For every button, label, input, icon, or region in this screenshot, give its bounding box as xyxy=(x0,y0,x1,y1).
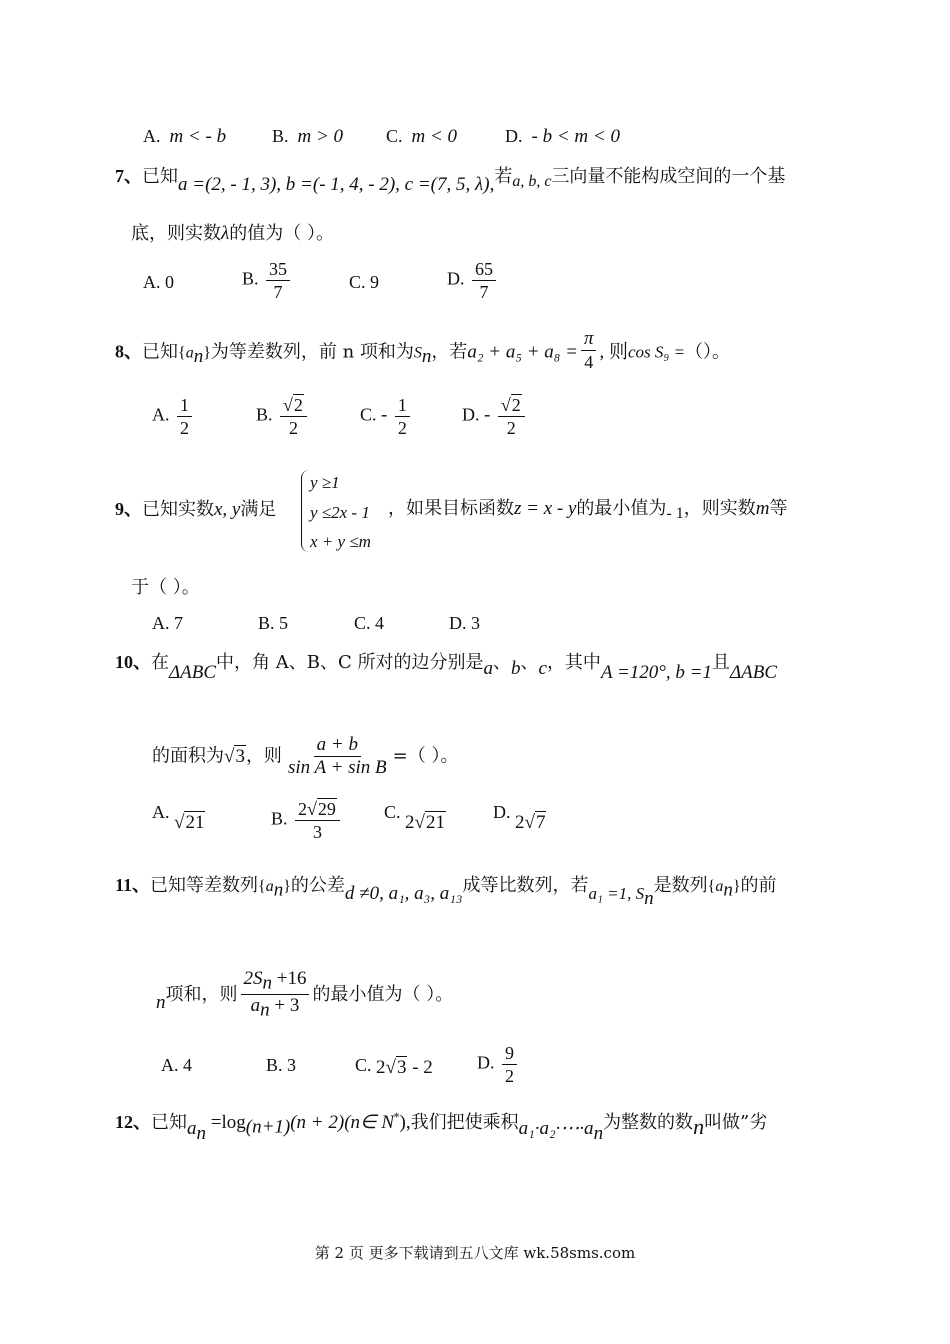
variable-n: n xyxy=(156,991,166,1013)
q10-option-b: B. $\frac{2√29}{3}$ xyxy=(271,798,343,843)
q8-option-d: D. - $\frac{√2}{2}$ xyxy=(462,394,528,439)
question-text: 中，角 A、B、C 所对的边分别是 xyxy=(216,652,484,673)
q7-option-c xyxy=(349,270,379,294)
option-text: A. 4 xyxy=(161,1055,192,1075)
fraction-numerator: 35 xyxy=(266,258,290,281)
product-expression: a₁·a₂·⋯·a xyxy=(518,1118,594,1139)
question-number: 10、 xyxy=(115,652,151,672)
q7-option-d xyxy=(447,258,499,303)
fraction-denominator: 2 xyxy=(505,1066,514,1086)
question-number: 12、 xyxy=(115,1112,151,1132)
given-condition: d ≠0, a₁, a₃, a₁₃ xyxy=(344,883,463,904)
objective-function: z = x - y xyxy=(514,498,577,519)
question-text: ，若 xyxy=(431,341,468,363)
question-text: =（ ）。 xyxy=(392,745,459,767)
question-8-line-1: 8、已知$\{a_n\}$为等差数列，前 n 项和为$S_n$，若a₂ + a₅ + a₈ = $\frac{\pi}{4}$ , 则cos S₉ =（）。 xyxy=(115,328,731,372)
question-text: 的公差 xyxy=(290,875,345,896)
option-math: m < 0 xyxy=(411,126,458,147)
cos-expression: cos S₉ = xyxy=(628,342,686,362)
radicand: 3 xyxy=(396,1057,407,1078)
fraction-numerator: 1 xyxy=(177,394,192,417)
option-math: m < - b xyxy=(169,126,227,147)
log-base: (n+1) xyxy=(245,1116,291,1138)
fraction-numerator: 9 xyxy=(502,1042,517,1065)
question-text: , 则 xyxy=(599,341,628,363)
subscript: n xyxy=(196,1122,206,1144)
negative-sign: - xyxy=(381,404,388,426)
subscript: n xyxy=(421,346,432,368)
subscript: n xyxy=(262,972,272,994)
option-math: m > 0 xyxy=(297,126,344,147)
fraction-denominator: 2 xyxy=(506,418,516,438)
question-text: 满足 xyxy=(240,499,277,520)
option-text: C. 4 xyxy=(354,613,385,633)
coefficient: 2 xyxy=(405,812,415,833)
given-condition: a₁ =1, S xyxy=(588,884,645,903)
fraction-denominator: 2 xyxy=(288,418,298,438)
option-label: B. xyxy=(271,808,288,829)
radicand: 29 xyxy=(317,799,336,819)
q8-option-a xyxy=(152,394,195,439)
subscript: n xyxy=(273,879,284,901)
option-label: A. xyxy=(152,404,170,425)
coefficient: 2 xyxy=(298,799,308,819)
question-text: 我们把使乘积 xyxy=(410,1112,519,1133)
vector-definition: a =(2, - 1, 3), b =(- 1, 4, - 2), c =(7, 5, λ), xyxy=(178,174,495,195)
option-text: B. 5 xyxy=(258,613,289,633)
punctuation: ), xyxy=(399,1112,411,1133)
variable-n: n xyxy=(693,1114,705,1139)
fraction-denominator: 3 xyxy=(312,822,322,842)
question-7-line-1 xyxy=(115,164,786,195)
question-10-line-1 xyxy=(115,650,777,683)
separator: 、 xyxy=(493,652,511,673)
q7-option-a xyxy=(143,270,174,294)
q6-option-b xyxy=(272,124,343,149)
sum-symbol: S xyxy=(413,344,422,362)
triangle-symbol: ΔABC xyxy=(169,662,217,683)
option-text: A. 7 xyxy=(152,613,183,633)
question-text: 为等差数列，前 n 项和为 xyxy=(210,341,414,363)
question-9-line-1 xyxy=(115,497,276,522)
sequence-symbol: a xyxy=(187,1118,197,1139)
option-label: A. xyxy=(152,802,170,822)
option-text: A. 0 xyxy=(143,272,174,292)
coefficient: 2 xyxy=(376,1057,386,1078)
option-label: C. xyxy=(355,1055,372,1075)
system-brace xyxy=(301,470,310,552)
q9-option-a xyxy=(152,611,183,635)
q11-option-c: C. 2√3 - 2 xyxy=(355,1055,433,1078)
question-text: 已知 xyxy=(142,166,178,187)
side-b: b xyxy=(511,658,521,679)
fraction-denominator: sin A + sin B xyxy=(287,757,387,778)
question-text: ，则实数 xyxy=(683,498,756,519)
fraction-numerator-tail: +16 xyxy=(272,968,307,989)
option-label: B. xyxy=(242,268,259,289)
option-text: C. 9 xyxy=(349,272,380,292)
question-text: 的最小值为 xyxy=(576,498,667,519)
fraction-numerator: π xyxy=(581,328,597,351)
question-text: 的前 xyxy=(740,875,777,896)
option-label: D. xyxy=(447,268,465,289)
page-footer: 第 2 页 更多下载请到五八文库 wk.58sms.com xyxy=(314,1244,636,1262)
subscript: n xyxy=(593,1122,604,1144)
separator: 、 xyxy=(520,652,539,673)
fraction-denominator: 4 xyxy=(584,352,594,372)
option-label: A. xyxy=(143,126,161,146)
option-label: D. xyxy=(505,126,523,146)
question-text: （）。 xyxy=(685,341,731,363)
question-text: 若 xyxy=(494,166,513,187)
log-argument: (n + 2)(n∈ N xyxy=(290,1112,395,1133)
radicand: 3 xyxy=(235,745,245,767)
question-text: ，如果目标函数 xyxy=(388,498,514,519)
question-text: ，其中 xyxy=(546,652,601,673)
side-c: c xyxy=(538,658,547,679)
question-text: 项和，则 xyxy=(165,983,238,1005)
radicand: 21 xyxy=(185,812,205,833)
q9-option-b xyxy=(258,611,288,635)
question-11-line-1: 11、已知等差数列$\{a_n\}$的公差d ≠0, a₁, a₃, a₁₃成等比数列，若a₁ =1, $S_n$是数列$\{a_n\}$的前 xyxy=(115,875,777,909)
radicand: 21 xyxy=(425,812,445,833)
condition-math: a₂ + a₅ + a₈ = xyxy=(467,341,578,363)
question-12-line-1 xyxy=(115,1106,768,1144)
question-11-line-2 xyxy=(156,968,453,1022)
fraction-denominator: 7 xyxy=(273,282,283,302)
fraction-numerator: 65 xyxy=(472,258,496,281)
negative-sign: - xyxy=(484,404,491,426)
q10-option-a: A. √21 xyxy=(152,802,205,833)
option-text: D. 3 xyxy=(449,613,480,633)
question-number: 9、 xyxy=(115,499,142,519)
question-9-line-1-cont xyxy=(388,497,787,522)
option-label: B. xyxy=(256,404,273,425)
subscript: n xyxy=(260,999,270,1021)
log-expression: =log xyxy=(206,1112,246,1133)
sequence-symbol: a xyxy=(265,878,274,895)
question-10-line-2: 的面积为√3，则 $\frac{a + b}{\text{sin A + sin B}}$ =（ ）。 xyxy=(152,734,459,778)
question-text: 成等比数列，若 xyxy=(462,875,589,896)
question-text: 三向量不能构成空间的一个基 xyxy=(551,166,786,187)
subscript: n xyxy=(723,879,733,901)
question-text: 的最小值为（ ）。 xyxy=(312,983,454,1005)
constraint-2: y ≤2x - 1 xyxy=(310,503,370,522)
question-text: 为整数的数 xyxy=(603,1112,694,1133)
constant-term: - 2 xyxy=(412,1057,433,1078)
question-number: 11、 xyxy=(115,875,151,895)
question-text: 的值为（ ）。 xyxy=(229,223,334,244)
option-text: B. 3 xyxy=(266,1055,297,1075)
radicand: 2 xyxy=(293,395,303,415)
fraction-numerator: 2S xyxy=(243,968,263,989)
option-label: C. xyxy=(384,802,401,822)
question-text: 已知 xyxy=(142,341,178,363)
q11-option-b xyxy=(266,1053,296,1077)
q6-option-a xyxy=(143,124,226,149)
question-text: 且 xyxy=(711,652,730,673)
side-a: a xyxy=(483,658,493,679)
q8-option-c xyxy=(360,394,413,439)
question-text: 是数列 xyxy=(653,875,708,896)
q6-option-c xyxy=(386,124,457,149)
question-text: 已知等差数列 xyxy=(150,875,259,896)
q11-option-d xyxy=(477,1042,520,1087)
question-text: 的面积为 xyxy=(152,745,224,767)
q6-option-d xyxy=(505,124,620,149)
variables: x, y xyxy=(214,499,241,520)
option-label: C. xyxy=(360,404,377,425)
triangle-symbol: ΔABC xyxy=(729,662,777,683)
lambda-symbol: λ xyxy=(221,223,230,244)
option-math: - b < m < 0 xyxy=(531,126,620,147)
question-text: 底，则实数 xyxy=(131,223,221,244)
fraction-numerator: a + b xyxy=(314,734,361,757)
constraint-3: x + y ≤m xyxy=(310,532,371,551)
radicand: 7 xyxy=(535,812,546,833)
fraction-numerator: 1 xyxy=(395,394,410,417)
question-9-line-2 xyxy=(131,576,200,600)
q9-option-c xyxy=(354,611,384,635)
q8-option-b: B. $\frac{√2}{2}$ xyxy=(256,394,310,439)
question-text: 在 xyxy=(151,652,169,673)
coefficient: 2 xyxy=(515,812,525,833)
question-text: 已知 xyxy=(151,1112,187,1133)
radicand: 2 xyxy=(511,395,521,415)
option-label: B. xyxy=(272,126,289,146)
question-number: 7、 xyxy=(115,166,142,186)
fraction-denominator: a xyxy=(250,995,261,1017)
sequence-symbol: a xyxy=(715,878,724,895)
variable-m: m xyxy=(755,498,770,519)
question-text: 于（ ）。 xyxy=(131,577,200,598)
question-text: 叫做”劣 xyxy=(704,1112,768,1133)
sequence-symbol: a xyxy=(185,344,194,362)
question-7-line-2 xyxy=(131,222,334,246)
q10-option-d: D. 2√7 xyxy=(493,802,546,833)
fraction-denominator: 2 xyxy=(180,418,189,438)
question-text: 已知实数 xyxy=(142,499,214,520)
option-label: D. xyxy=(477,1052,495,1073)
q11-option-a xyxy=(161,1053,192,1077)
question-text: 等 xyxy=(769,498,788,519)
question-text: ，则 xyxy=(245,745,282,767)
subscript: n xyxy=(193,346,204,368)
given-condition: A =120°, b =1 xyxy=(600,662,712,683)
fraction-denominator: 2 xyxy=(397,418,407,438)
option-label: D. xyxy=(462,404,480,425)
q10-option-c: C. 2√21 xyxy=(384,802,445,833)
min-value: - 1 xyxy=(666,505,684,522)
constraint-1: y ≥1 xyxy=(310,473,340,492)
q9-option-d xyxy=(449,611,480,635)
fraction-denominator-tail: + 3 xyxy=(269,995,300,1017)
q7-option-b xyxy=(242,258,293,303)
subscript: n xyxy=(644,887,654,909)
option-label: D. xyxy=(493,802,511,822)
question-number: 8、 xyxy=(115,341,142,362)
fraction-denominator: 7 xyxy=(479,282,489,302)
vector-names: a, b, c xyxy=(512,173,552,190)
superscript: * xyxy=(394,1111,400,1124)
option-label: C. xyxy=(386,126,403,146)
